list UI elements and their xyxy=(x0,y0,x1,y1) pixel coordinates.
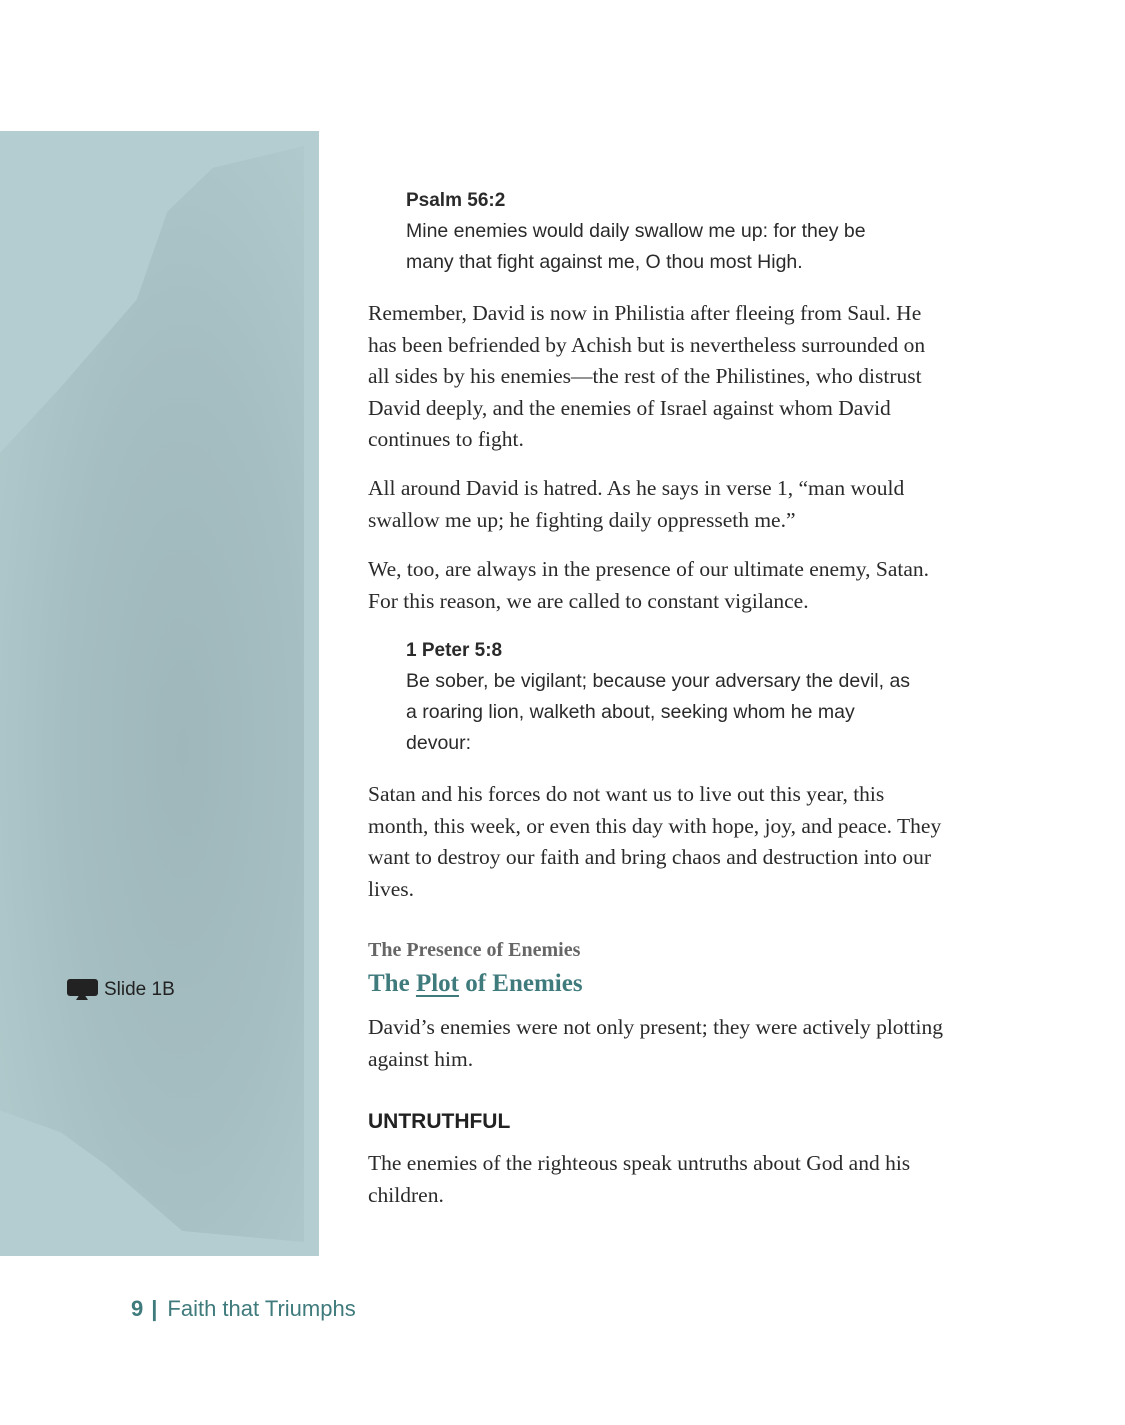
scripture-text: Mine enemies would daily swallow me up: for they be many that fight against me, O thou most High. xyxy=(406,220,866,273)
paragraph: Remember, David is now in Philistia after fleeing from Saul. He has been befriended by Achish but is nevertheless surrounded on all sides by his enemies—the rest of the Philistines, who distrust David deeply, and the enemies of Israel against whom David continues to fight. xyxy=(368,301,926,451)
heading-text: The xyxy=(368,970,416,997)
paragraph: All around David is hatred. As he says in verse 1, “man would swallow me up; he fighting daily oppresseth me.” xyxy=(368,476,905,532)
section-subheading: The Presence of Enemies xyxy=(368,939,581,961)
scripture-text: Be sober, be vigilant; because your adversary the devil, as a roaring lion, walketh about, seeking whom he may devour: xyxy=(406,670,911,754)
footer-separator: | xyxy=(151,1296,158,1321)
scripture-quote xyxy=(406,185,966,278)
paragraph: David’s enemies were not only present; they were actively plotting against him. xyxy=(368,1015,943,1071)
caps-heading: UNTRUTHFUL xyxy=(368,1110,511,1133)
section-heading xyxy=(368,970,968,998)
page-number: 9 xyxy=(131,1296,144,1321)
paragraph: Satan and his forces do not want us to live out this year, this month, this week, or even this day with hope, joy, and peace. They want to destroy our faith and bring chaos and destruction into our lives. xyxy=(368,782,942,901)
book-title: Faith that Triumphs xyxy=(167,1296,356,1321)
paragraph: The enemies of the righteous speak untruths about God and his children. xyxy=(368,1151,911,1207)
page-footer xyxy=(131,1296,356,1322)
scripture-reference: Psalm 56:2 xyxy=(406,190,506,211)
slide-marker xyxy=(67,979,175,1001)
heading-underlined-text: Plot xyxy=(415,970,459,997)
scripture-quote xyxy=(406,635,966,759)
scripture-reference: 1 Peter 5:8 xyxy=(406,640,503,661)
heading-text: of Enemies xyxy=(458,970,583,997)
presentation-screen-icon xyxy=(67,979,98,1001)
slide-label: Slide 1B xyxy=(104,979,175,1000)
paragraph: We, too, are always in the presence of our ultimate enemy, Satan. For this reason, we are called to constant vigilance. xyxy=(368,557,930,613)
